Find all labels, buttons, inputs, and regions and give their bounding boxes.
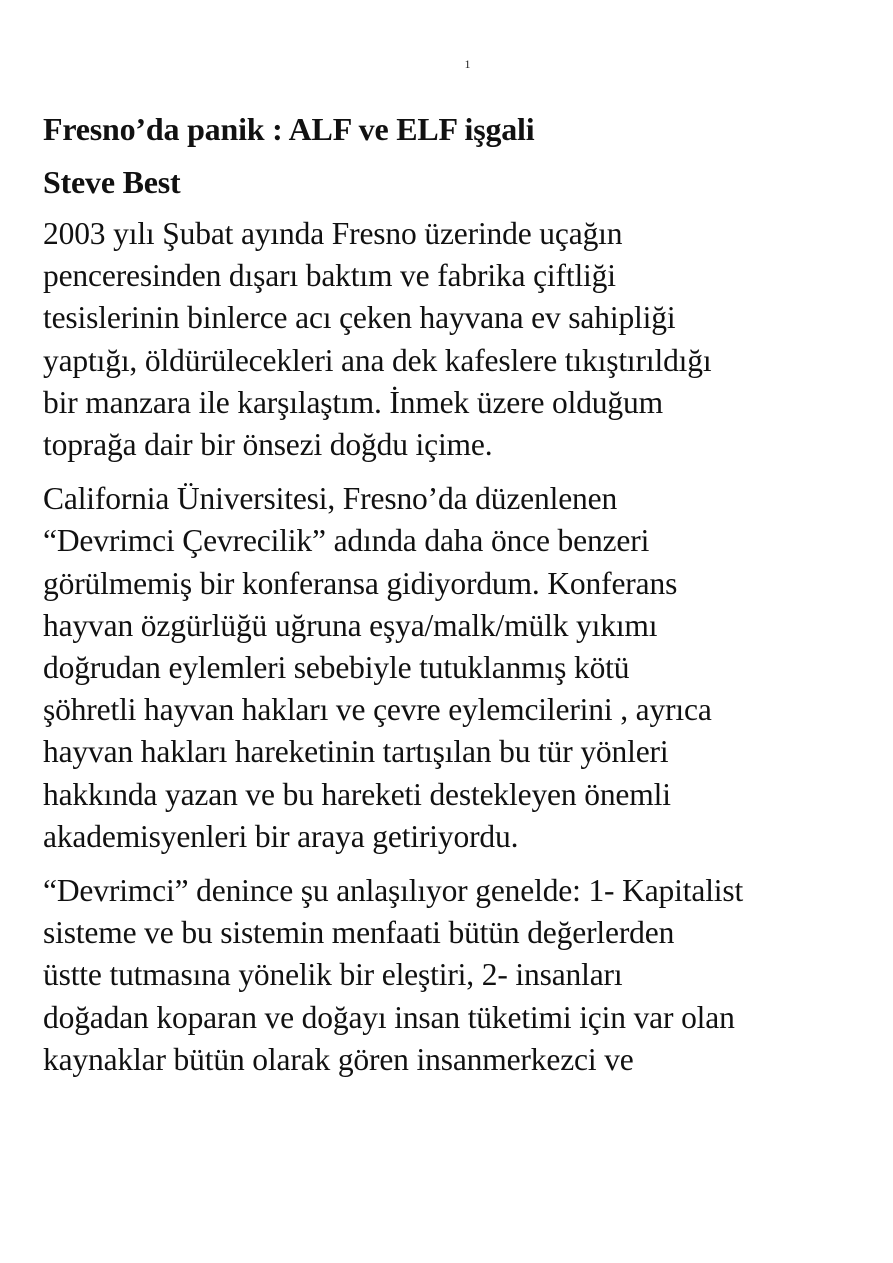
text-line: 2003 yılı Şubat ayında Fresno üzerinde uçağın	[43, 216, 623, 251]
text-line: tesislerinin binlerce acı çeken hayvana ev sahipliği	[43, 300, 676, 336]
text-line: “Devrimci” denince şu anlaşılıyor genelde: 1- Kapitalist	[43, 873, 744, 909]
document-title: Fresno’da panik : ALF ve ELF işgali	[43, 111, 535, 147]
text-line: üstte tutmasına yönelik bir eleştiri, 2- insanları	[43, 957, 623, 993]
text-line: kaynaklar bütün olarak gören insanmerkezci ve	[43, 1041, 634, 1077]
text-line: bir manzara ile karşılaştım. İnmek üzere olduğum	[43, 384, 663, 420]
paragraph-2	[43, 478, 883, 858]
text-line: hakkında yazan ve bu hareketi destekleyen önemli	[43, 776, 671, 812]
document-author: Steve Best	[43, 164, 181, 200]
text-line: hayvan özgürlüğü uğruna eşya/malk/mülk yıkımı	[43, 607, 658, 643]
text-line: penceresinden dışarı baktım ve fabrika çiftliği	[43, 258, 616, 294]
text-line: hayvan hakları hareketinin tartışılan bu tür yönleri	[43, 734, 669, 770]
text-line: akademisyenleri bir araya getiriyordu.	[43, 818, 519, 854]
page-number: 1	[464, 57, 471, 71]
text-line: California Üniversitesi, Fresno’da düzenlenen	[43, 481, 618, 517]
paragraph-3	[43, 870, 883, 1081]
text-line: şöhretli hayvan hakları ve çevre eylemcilerini , ayrıca	[43, 692, 712, 728]
text-line: yaptığı, öldürülecekleri ana dek kafeslere tıkıştırıldığı	[43, 342, 712, 378]
paragraph-1	[43, 213, 883, 466]
text-line: sisteme ve bu sistemin menfaati bütün değerlerden	[43, 915, 675, 951]
text-line: “Devrimci Çevrecilik” adında daha önce benzeri	[43, 523, 650, 559]
text-line: toprağa dair bir önsezi doğdu içime.	[43, 427, 493, 463]
text-line: doğrudan eylemleri sebebiyle tutuklanmış kötü	[43, 650, 630, 686]
text-line: doğadan koparan ve doğayı insan tüketimi için var olan	[43, 999, 735, 1035]
text-line: görülmemiş bir konferansa gidiyordum. Konferans	[43, 565, 678, 601]
document-body	[43, 108, 883, 1093]
